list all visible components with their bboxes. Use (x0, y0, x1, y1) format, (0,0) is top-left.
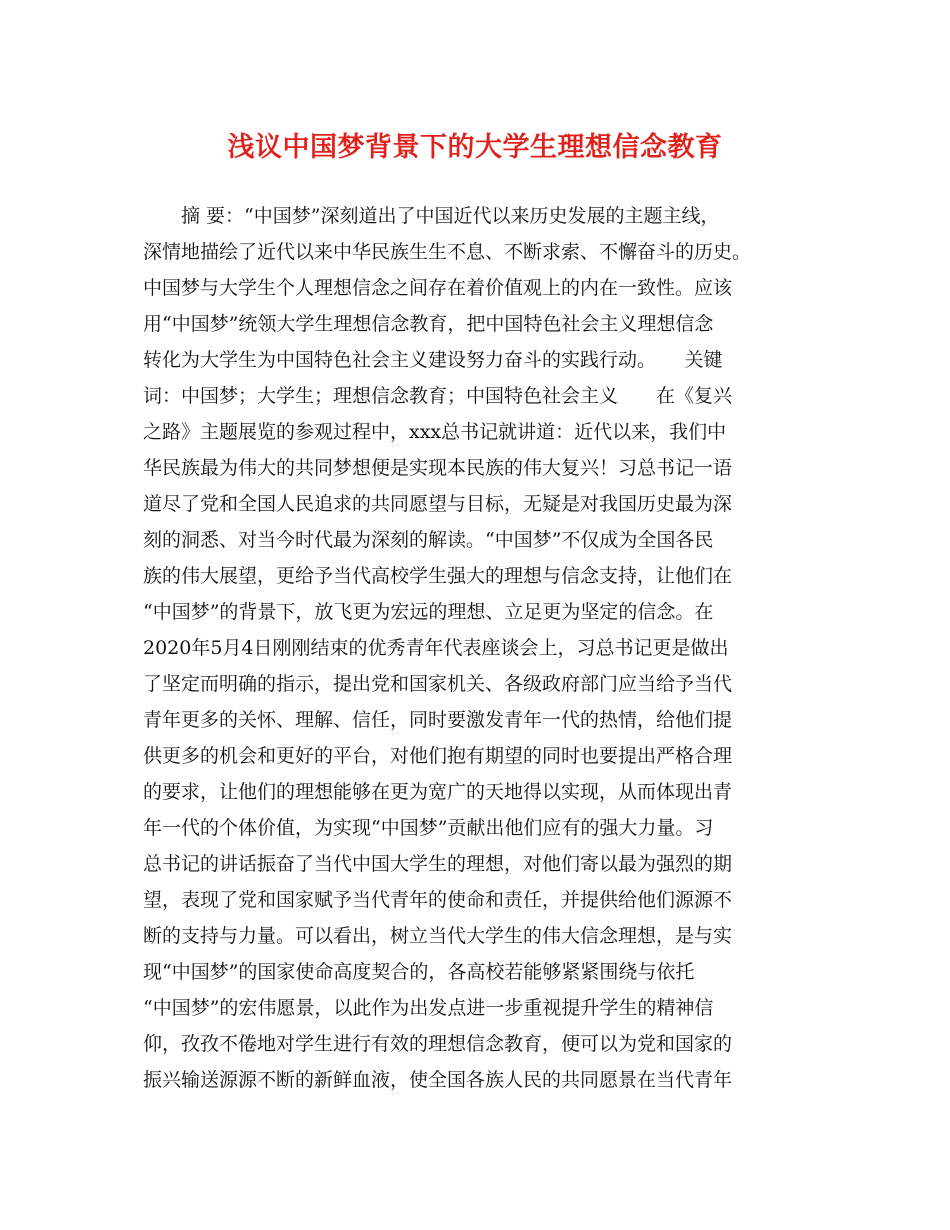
body-text-line: 的要求，让他们的理想能够在更为宽广的天地得以实现，从而体现出青 (143, 781, 733, 803)
body-text-line: 断的支持与力量。可以看出，树立当代大学生的伟大信念理想，是与实 (143, 925, 733, 947)
body-text-line: 转化为大学生为中国特色社会主义建设努力奋斗的实践行动。 关键 (143, 349, 723, 371)
body-text-line: “中国梦”的背景下，放飞更为宏远的理想、立足更为坚定的信念。在 (143, 601, 714, 623)
body-text-line: 仰，孜孜不倦地对学生进行有效的理想信念教育，便可以为党和国家的 (143, 1033, 733, 1055)
body-text-line: 道尽了党和全国人民追求的共同愿望与目标，无疑是对我国历史最为深 (143, 493, 733, 515)
body-text-line: 用“中国梦”统领大学生理想信念教育，把中国特色社会主义理想信念 (143, 313, 714, 335)
body-text-line: 现“中国梦”的国家使命高度契合的，各高校若能够紧紧围绕与依托 (143, 961, 695, 983)
body-text-line: 摘 要：“中国梦”深刻道出了中国近代以来历史发展的主题主线， (143, 205, 720, 227)
body-text-line: 振兴输送源源不断的新鲜血液，使全国各族人民的共同愿景在当代青年 (143, 1069, 733, 1091)
body-text-line: 刻的洞悉、对当今时代最为深刻的解读。“中国梦”不仅成为全国各民 (143, 529, 714, 551)
body-text-line: 了坚定而明确的指示，提出党和国家机关、各级政府部门应当给予当代 (143, 673, 733, 695)
body-text-line: “中国梦”的宏伟愿景，以此作为出发点进一步重视提升学生的精神信 (143, 997, 714, 1019)
document-body (143, 198, 833, 1098)
body-text-line: 2020年5月4日刚刚结束的优秀青年代表座谈会上，习总书记更是做出 (143, 637, 729, 659)
body-text-line: 青年更多的关怀、理解、信任，同时要激发青年一代的热情，给他们提 (143, 709, 733, 731)
body-text-line: 之路》主题展览的参观过程中，xxx总书记就讲道：近代以来，我们中 (143, 421, 727, 443)
body-text-line: 供更多的机会和更好的平台，对他们抱有期望的同时也要提出严格合理 (143, 745, 733, 767)
document-title: 浅议中国梦背景下的大学生理想信念教育 (227, 132, 723, 163)
body-text-line: 年一代的个体价值，为实现“中国梦”贡献出他们应有的强大力量。习 (143, 817, 714, 839)
body-text-line: 深情地描绘了近代以来中华民族生生不息、不断求索、不懈奋斗的历史。 (143, 241, 752, 263)
body-text-line: 总书记的讲话振奋了当代中国大学生的理想，对他们寄以最为强烈的期 (143, 853, 733, 875)
body-text-line: 中国梦与大学生个人理想信念之间存在着价值观上的内在一致性。应该 (143, 277, 733, 299)
body-text-line: 族的伟大展望，更给予当代高校学生强大的理想与信念支持，让他们在 (143, 565, 733, 587)
body-text-line: 词：中国梦；大学生；理想信念教育；中国特色社会主义 在《复兴 (143, 385, 733, 407)
body-text-line: 华民族最为伟大的共同梦想便是实现本民族的伟大复兴！习总书记一语 (143, 457, 733, 479)
body-text-line: 望，表现了党和国家赋予当代青年的使命和责任，并提供给他们源源不 (143, 889, 733, 911)
